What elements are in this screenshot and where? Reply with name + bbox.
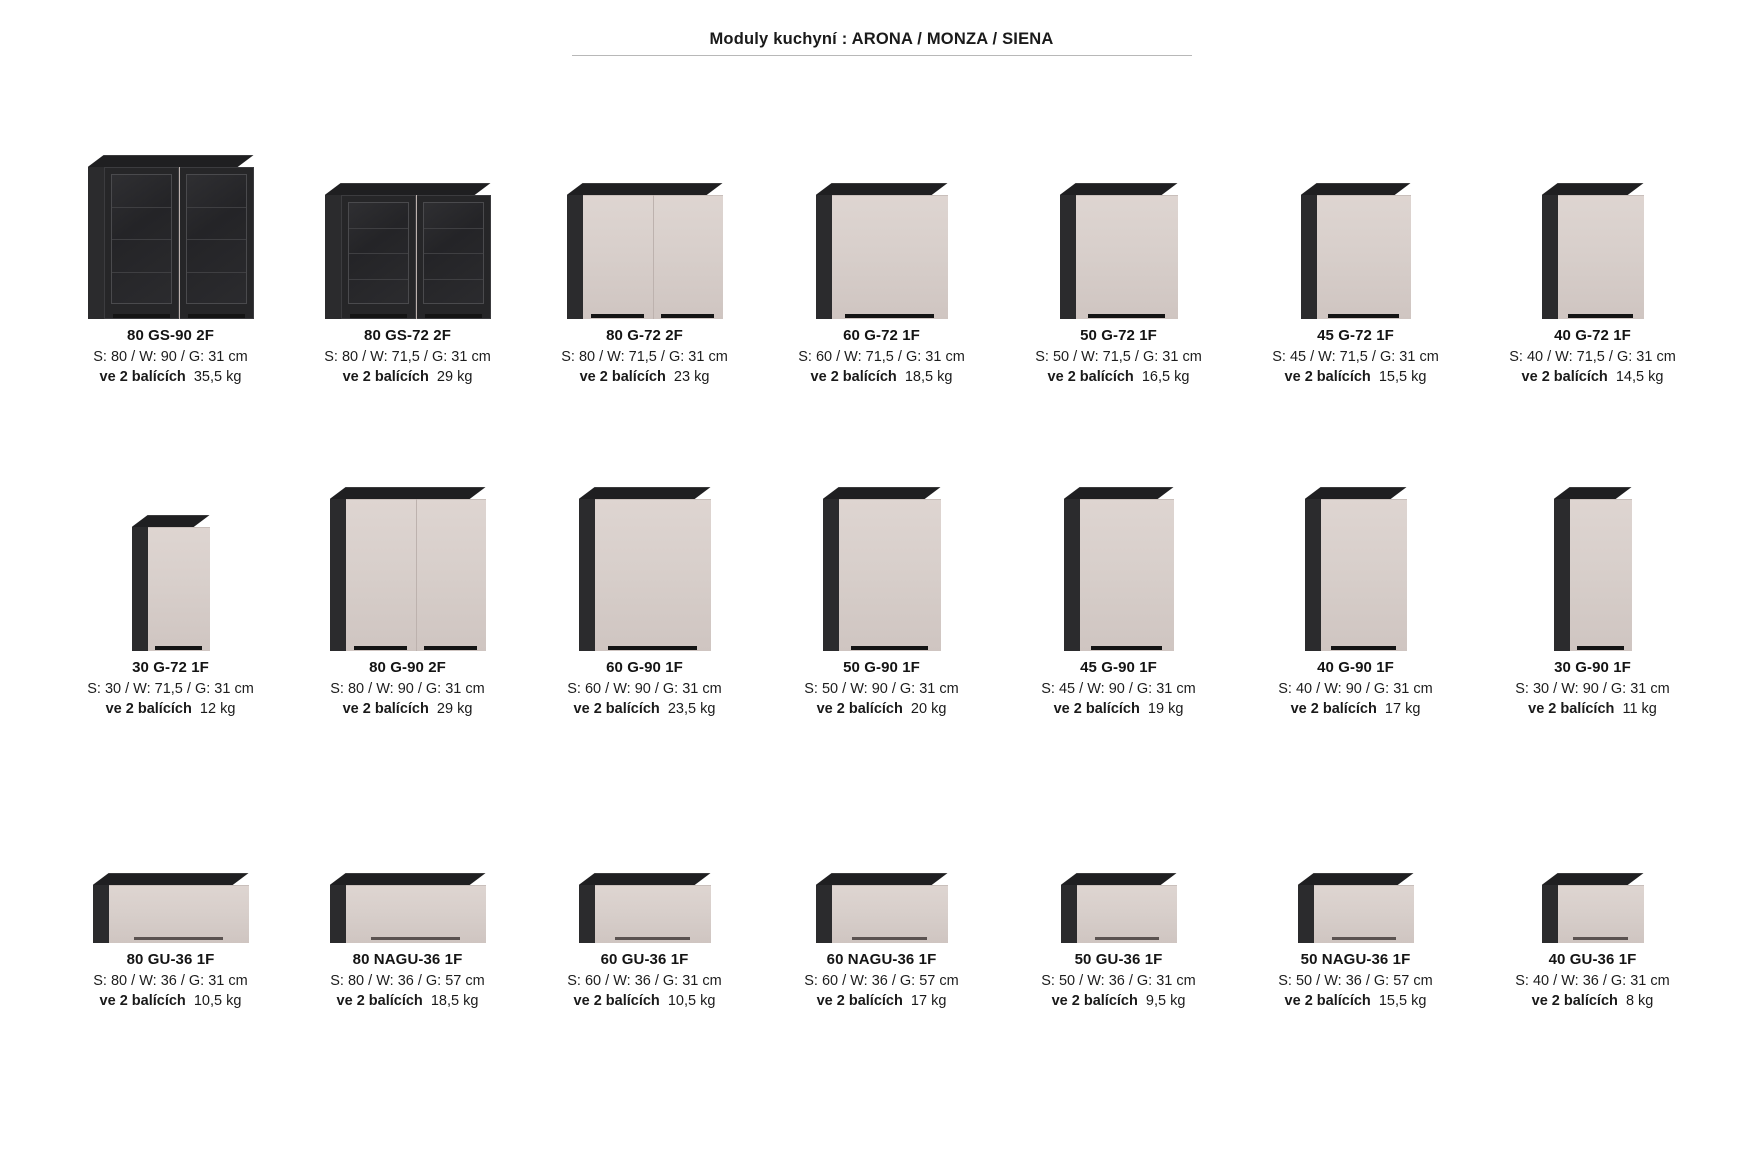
- cabinet-top-face: [325, 183, 491, 195]
- module-dimensions: S: 80 / W: 71,5 / G: 31 cm: [324, 348, 491, 365]
- module-row-2: [0, 430, 1763, 720]
- cabinet-side-panel: [1298, 885, 1314, 943]
- cabinet-handle: [591, 314, 644, 318]
- cabinet-top-face: [579, 873, 711, 885]
- module-cell: [1237, 430, 1474, 720]
- module-package-count: ve 2 balících: [342, 369, 429, 386]
- module-package-count: ve 2 balících: [1047, 369, 1134, 386]
- cabinet-illustration: [1061, 873, 1177, 943]
- cabinet-side-panel: [1060, 195, 1076, 319]
- module-packaging: [1041, 700, 1195, 720]
- module-packaging: [1272, 368, 1439, 388]
- module-cell: [526, 98, 763, 388]
- module-weight: 20 kg: [910, 701, 947, 718]
- module-package-count: ve 2 balících: [1290, 701, 1377, 718]
- module-caption: [1035, 323, 1202, 388]
- module-caption: [561, 323, 728, 388]
- module-code: 45 G-90 1F: [1080, 659, 1157, 677]
- module-weight: 10,5 kg: [193, 993, 242, 1010]
- module-dimensions: S: 80 / W: 36 / G: 31 cm: [93, 972, 248, 989]
- cabinet-illustration: [1064, 487, 1174, 651]
- glass-shelf-line: [112, 239, 171, 240]
- cabinet-handle: [1568, 314, 1633, 318]
- cabinet-illustration: [1305, 487, 1407, 651]
- door-split-line: [416, 499, 417, 651]
- cabinet-top-face: [579, 487, 711, 499]
- module-image: [526, 762, 763, 947]
- cabinet-top-face: [567, 183, 723, 195]
- module-package-count: ve 2 balících: [1051, 993, 1138, 1010]
- module-packaging: [798, 368, 965, 388]
- cabinet-side-panel: [1064, 499, 1080, 651]
- module-dimensions: S: 60 / W: 71,5 / G: 31 cm: [798, 348, 965, 365]
- module-weight: 11 kg: [1622, 701, 1657, 718]
- module-weight: 8 kg: [1625, 993, 1654, 1010]
- module-code: 80 GS-72 2F: [364, 327, 451, 345]
- module-packaging: [87, 700, 254, 720]
- cabinet-side-panel: [1542, 195, 1558, 319]
- module-cell: [1474, 430, 1711, 720]
- module-weight: 23,5 kg: [667, 701, 716, 718]
- module-dimensions: S: 40 / W: 71,5 / G: 31 cm: [1509, 348, 1676, 365]
- cabinet-side-panel: [1554, 499, 1570, 651]
- module-dimensions: S: 45 / W: 71,5 / G: 31 cm: [1272, 348, 1439, 365]
- cabinet-top-face: [330, 487, 486, 499]
- glass-shelf-line: [424, 279, 483, 280]
- module-weight: 14,5 kg: [1615, 369, 1664, 386]
- cabinet-door: [109, 885, 249, 943]
- cabinet-top-face: [816, 873, 948, 885]
- cabinet-door: [1558, 885, 1644, 943]
- cabinet-illustration: [1060, 183, 1178, 319]
- module-image: [1000, 430, 1237, 655]
- cabinet-top-face: [1542, 873, 1644, 885]
- page-title: Moduly kuchyní : ARONA / MONZA / SIENA: [709, 30, 1054, 48]
- module-cell: [526, 430, 763, 720]
- cabinet-side-panel: [816, 885, 832, 943]
- cabinet-illustration: [88, 155, 254, 319]
- module-image: [52, 430, 289, 655]
- module-package-count: ve 2 balících: [579, 369, 666, 386]
- cabinet-door: [595, 499, 711, 651]
- cabinet-door: [1317, 195, 1411, 319]
- cabinet-handle: [188, 314, 245, 318]
- cabinet-door: [832, 885, 948, 943]
- module-caption: [1515, 655, 1669, 720]
- cabinet-handle: [615, 937, 689, 940]
- module-dimensions: S: 80 / W: 71,5 / G: 31 cm: [561, 348, 728, 365]
- module-weight: 17 kg: [1384, 701, 1421, 718]
- cabinet-side-panel: [88, 167, 104, 319]
- module-dimensions: S: 50 / W: 36 / G: 31 cm: [1041, 972, 1196, 989]
- module-cell: [1474, 98, 1711, 388]
- module-image: [526, 430, 763, 655]
- module-image: [1000, 762, 1237, 947]
- cabinet-door: [1080, 499, 1174, 651]
- cabinet-illustration: [816, 183, 948, 319]
- cabinet-side-panel: [325, 195, 341, 319]
- module-weight: 9,5 kg: [1145, 993, 1186, 1010]
- header-rule: [572, 30, 1192, 56]
- module-dimensions: S: 30 / W: 90 / G: 31 cm: [1515, 680, 1670, 697]
- cabinet-door: [1321, 499, 1407, 651]
- module-package-count: ve 2 balících: [1528, 701, 1615, 718]
- module-cell: [52, 98, 289, 388]
- cabinet-top-face: [330, 873, 486, 885]
- module-dimensions: S: 80 / W: 90 / G: 31 cm: [330, 680, 485, 697]
- module-dimensions: S: 50 / W: 90 / G: 31 cm: [804, 680, 959, 697]
- module-image: [1474, 98, 1711, 323]
- cabinet-side-panel: [579, 499, 595, 651]
- module-code: 60 G-72 1F: [843, 327, 920, 345]
- module-caption: [324, 323, 491, 388]
- cabinet-handle: [425, 314, 482, 318]
- module-caption: [87, 655, 254, 720]
- module-packaging: [1278, 700, 1432, 720]
- module-code: 50 G-72 1F: [1080, 327, 1157, 345]
- cabinet-illustration: [579, 873, 711, 943]
- module-code: 80 GU-36 1F: [126, 951, 215, 969]
- cabinet-illustration: [330, 487, 486, 651]
- module-packaging: [1515, 992, 1669, 1012]
- module-row-1: [0, 98, 1763, 388]
- module-package-count: ve 2 balících: [573, 701, 660, 718]
- module-packaging: [93, 992, 247, 1012]
- module-cell: [526, 762, 763, 1012]
- page-header: [0, 0, 1763, 56]
- module-packaging: [567, 700, 721, 720]
- door-split-line: [416, 195, 417, 319]
- module-weight: 17 kg: [910, 993, 947, 1010]
- module-package-count: ve 2 balících: [342, 701, 429, 718]
- door-split-line: [653, 195, 654, 319]
- module-packaging: [93, 368, 247, 388]
- cabinet-handle: [1573, 937, 1628, 940]
- module-caption: [1272, 323, 1439, 388]
- module-packaging: [1041, 992, 1195, 1012]
- module-code: 60 G-90 1F: [606, 659, 683, 677]
- module-image: [763, 762, 1000, 947]
- module-code: 45 G-72 1F: [1317, 327, 1394, 345]
- module-code: 40 G-90 1F: [1317, 659, 1394, 677]
- cabinet-handle: [1328, 314, 1399, 318]
- glass-shelf-line: [187, 207, 246, 208]
- module-weight: 10,5 kg: [667, 993, 716, 1010]
- cabinet-door: [832, 195, 948, 319]
- cabinet-door: [346, 499, 416, 651]
- module-code: 50 GU-36 1F: [1074, 951, 1163, 969]
- module-packaging: [1515, 700, 1669, 720]
- cabinet-illustration: [1542, 873, 1644, 943]
- door-split-line: [179, 167, 180, 319]
- module-cell: [1000, 98, 1237, 388]
- cabinet-door: [1077, 885, 1177, 943]
- module-cell: [1237, 98, 1474, 388]
- module-code: 60 GU-36 1F: [600, 951, 689, 969]
- module-dimensions: S: 60 / W: 36 / G: 31 cm: [567, 972, 722, 989]
- module-image: [289, 430, 526, 655]
- module-weight: 29 kg: [436, 369, 473, 386]
- module-caption: [1041, 655, 1195, 720]
- module-image: [289, 762, 526, 947]
- cabinet-handle: [1091, 646, 1162, 650]
- cabinet-top-face: [816, 183, 948, 195]
- module-package-count: ve 2 balících: [336, 993, 423, 1010]
- cabinet-illustration: [1542, 183, 1644, 319]
- cabinet-top-face: [1542, 183, 1644, 195]
- cabinet-handle: [608, 646, 696, 650]
- cabinet-top-face: [1061, 873, 1177, 885]
- cabinet-side-panel: [1301, 195, 1317, 319]
- module-packaging: [1035, 368, 1202, 388]
- module-dimensions: S: 50 / W: 71,5 / G: 31 cm: [1035, 348, 1202, 365]
- module-image: [52, 98, 289, 323]
- module-image: [1237, 98, 1474, 323]
- module-packaging: [330, 700, 484, 720]
- cabinet-handle: [155, 646, 202, 650]
- module-weight: 29 kg: [436, 701, 473, 718]
- module-code: 40 G-72 1F: [1554, 327, 1631, 345]
- cabinet-handle: [113, 314, 170, 318]
- cabinet-door: [583, 195, 653, 319]
- module-caption: [567, 655, 721, 720]
- cabinet-door: [1076, 195, 1178, 319]
- glass-shelf-line: [424, 228, 483, 229]
- cabinet-handle: [661, 314, 714, 318]
- module-dimensions: S: 50 / W: 36 / G: 57 cm: [1278, 972, 1433, 989]
- module-code: 80 GS-90 2F: [127, 327, 214, 345]
- cabinet-top-face: [93, 873, 249, 885]
- module-code: 50 G-90 1F: [843, 659, 920, 677]
- module-image: [763, 98, 1000, 323]
- glass-shelf-line: [349, 253, 408, 254]
- glass-shelf-line: [424, 253, 483, 254]
- module-dimensions: S: 60 / W: 90 / G: 31 cm: [567, 680, 722, 697]
- module-package-count: ve 2 balících: [1284, 993, 1371, 1010]
- module-dimensions: S: 45 / W: 90 / G: 31 cm: [1041, 680, 1196, 697]
- module-cell: [52, 430, 289, 720]
- cabinet-side-panel: [823, 499, 839, 651]
- cabinet-illustration: [1301, 183, 1411, 319]
- cabinet-illustration: [567, 183, 723, 319]
- glass-shelf-line: [349, 228, 408, 229]
- module-caption: [330, 655, 484, 720]
- cabinet-handle: [1577, 646, 1624, 650]
- cabinet-top-face: [1298, 873, 1414, 885]
- cabinet-top-face: [823, 487, 941, 499]
- cabinet-illustration: [325, 183, 491, 319]
- module-caption: [798, 323, 965, 388]
- module-package-count: ve 2 balících: [99, 369, 186, 386]
- module-caption: [1509, 323, 1676, 388]
- module-cell: [52, 762, 289, 1012]
- cabinet-illustration: [132, 515, 210, 651]
- cabinet-handle: [845, 314, 933, 318]
- cabinet-side-panel: [330, 885, 346, 943]
- cabinet-handle: [371, 937, 461, 940]
- module-package-count: ve 2 balících: [816, 701, 903, 718]
- cabinet-door: [346, 885, 486, 943]
- module-code: 40 GU-36 1F: [1548, 951, 1637, 969]
- module-image: [763, 430, 1000, 655]
- module-dimensions: S: 40 / W: 90 / G: 31 cm: [1278, 680, 1433, 697]
- module-package-count: ve 2 balících: [1531, 993, 1618, 1010]
- module-packaging: [804, 992, 958, 1012]
- module-image: [526, 98, 763, 323]
- module-caption: [93, 947, 247, 1012]
- module-image: [1474, 762, 1711, 947]
- module-cell: [1237, 762, 1474, 1012]
- module-caption: [804, 655, 958, 720]
- cabinet-handle: [1088, 314, 1166, 318]
- module-cell: [1474, 762, 1711, 1012]
- cabinet-top-face: [1064, 487, 1174, 499]
- cabinet-door: [1558, 195, 1644, 319]
- module-image: [1237, 430, 1474, 655]
- cabinet-side-panel: [567, 195, 583, 319]
- cabinet-side-panel: [93, 885, 109, 943]
- module-image: [52, 762, 289, 947]
- module-cell: [1000, 762, 1237, 1012]
- module-caption: [1278, 655, 1432, 720]
- module-packaging: [561, 368, 728, 388]
- cabinet-illustration: [1298, 873, 1414, 943]
- module-packaging: [330, 992, 484, 1012]
- cabinet-top-face: [88, 155, 254, 167]
- module-package-count: ve 2 balících: [810, 369, 897, 386]
- module-cell: [763, 430, 1000, 720]
- cabinet-top-face: [1060, 183, 1178, 195]
- module-code: 50 NAGU-36 1F: [1300, 951, 1411, 969]
- module-package-count: ve 2 balících: [105, 701, 192, 718]
- cabinet-handle: [354, 646, 407, 650]
- cabinet-side-panel: [816, 195, 832, 319]
- module-weight: 23 kg: [673, 369, 710, 386]
- cabinet-door: [839, 499, 941, 651]
- cabinet-door: [653, 195, 723, 319]
- cabinet-illustration: [93, 873, 249, 943]
- cabinet-door: [148, 527, 210, 651]
- module-image: [1237, 762, 1474, 947]
- glass-shelf-line: [187, 239, 246, 240]
- cabinet-top-face: [1301, 183, 1411, 195]
- module-image: [1474, 430, 1711, 655]
- module-image: [289, 98, 526, 323]
- cabinet-door: [595, 885, 711, 943]
- module-packaging: [1509, 368, 1676, 388]
- cabinet-illustration: [330, 873, 486, 943]
- module-weight: 18,5 kg: [904, 369, 953, 386]
- module-caption: [93, 323, 247, 388]
- module-caption: [1041, 947, 1195, 1012]
- module-code: 80 G-90 2F: [369, 659, 446, 677]
- module-dimensions: S: 60 / W: 36 / G: 57 cm: [804, 972, 959, 989]
- module-package-count: ve 2 balících: [1053, 701, 1140, 718]
- module-code: 80 G-72 2F: [606, 327, 683, 345]
- cabinet-side-panel: [132, 527, 148, 651]
- cabinet-top-face: [1305, 487, 1407, 499]
- module-packaging: [804, 700, 958, 720]
- module-code: 60 NAGU-36 1F: [826, 951, 937, 969]
- module-cell: [763, 98, 1000, 388]
- module-weight: 15,5 kg: [1378, 993, 1427, 1010]
- glass-shelf-line: [112, 207, 171, 208]
- module-caption: [1515, 947, 1669, 1012]
- cabinet-handle: [1331, 646, 1396, 650]
- module-cell: [289, 762, 526, 1012]
- module-package-count: ve 2 balících: [99, 993, 186, 1010]
- module-package-count: ve 2 balících: [573, 993, 660, 1010]
- module-dimensions: S: 80 / W: 90 / G: 31 cm: [93, 348, 248, 365]
- module-packaging: [324, 368, 491, 388]
- cabinet-handle: [1332, 937, 1396, 940]
- cabinet-door: [1570, 499, 1632, 651]
- cabinet-door: [1314, 885, 1414, 943]
- module-packaging: [567, 992, 721, 1012]
- module-caption: [567, 947, 721, 1012]
- cabinet-side-panel: [1061, 885, 1077, 943]
- module-caption: [1278, 947, 1432, 1012]
- module-weight: 16,5 kg: [1141, 369, 1190, 386]
- module-weight: 12 kg: [199, 701, 236, 718]
- cabinet-illustration: [579, 487, 711, 651]
- glass-shelf-line: [112, 272, 171, 273]
- module-caption: [804, 947, 958, 1012]
- module-cell: [289, 430, 526, 720]
- cabinet-illustration: [1554, 487, 1632, 651]
- cabinet-top-face: [1554, 487, 1632, 499]
- glass-shelf-line: [349, 279, 408, 280]
- module-dimensions: S: 80 / W: 36 / G: 57 cm: [330, 972, 485, 989]
- module-dimensions: S: 30 / W: 71,5 / G: 31 cm: [87, 680, 254, 697]
- cabinet-side-panel: [1542, 885, 1558, 943]
- module-row-3: [0, 762, 1763, 1012]
- cabinet-handle: [424, 646, 477, 650]
- module-image: [1000, 98, 1237, 323]
- module-dimensions: S: 40 / W: 36 / G: 31 cm: [1515, 972, 1670, 989]
- cabinet-door: [416, 499, 486, 651]
- cabinet-illustration: [823, 487, 941, 651]
- module-packaging: [1278, 992, 1432, 1012]
- module-package-count: ve 2 balících: [816, 993, 903, 1010]
- cabinet-handle: [1095, 937, 1159, 940]
- module-weight: 18,5 kg: [430, 993, 479, 1010]
- cabinet-side-panel: [330, 499, 346, 651]
- module-code: 80 NAGU-36 1F: [352, 951, 463, 969]
- cabinet-illustration: [816, 873, 948, 943]
- module-caption: [330, 947, 484, 1012]
- module-cell: [289, 98, 526, 388]
- cabinet-top-face: [132, 515, 210, 527]
- module-package-count: ve 2 balících: [1521, 369, 1608, 386]
- module-weight: 35,5 kg: [193, 369, 242, 386]
- cabinet-side-panel: [579, 885, 595, 943]
- glass-shelf-line: [187, 272, 246, 273]
- module-weight: 19 kg: [1147, 701, 1184, 718]
- cabinet-handle: [852, 937, 926, 940]
- cabinet-side-panel: [1305, 499, 1321, 651]
- module-code: 30 G-72 1F: [132, 659, 209, 677]
- cabinet-handle: [851, 646, 929, 650]
- module-weight: 15,5 kg: [1378, 369, 1427, 386]
- cabinet-handle: [134, 937, 224, 940]
- module-cell: [763, 762, 1000, 1012]
- cabinet-handle: [350, 314, 407, 318]
- module-cell: [1000, 430, 1237, 720]
- module-code: 30 G-90 1F: [1554, 659, 1631, 677]
- module-package-count: ve 2 balících: [1284, 369, 1371, 386]
